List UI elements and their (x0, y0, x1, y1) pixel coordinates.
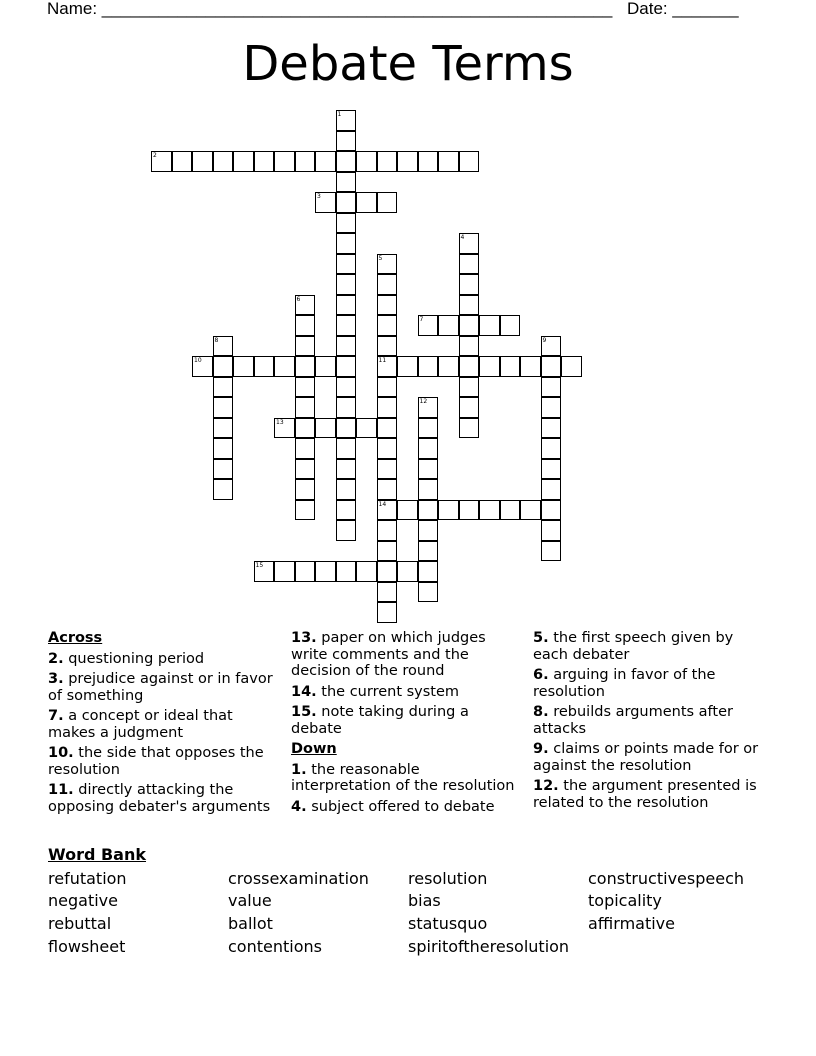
word-bank-word: refutation (48, 869, 127, 888)
clue-number: 9 (542, 336, 547, 344)
crossword-cell[interactable] (459, 418, 480, 439)
across-heading: Across (48, 630, 103, 646)
clue-across-3: 3. prejudice against or in favor of something (48, 671, 273, 704)
crossword-cell[interactable] (377, 561, 398, 582)
word-bank-word: rebuttal (48, 914, 112, 933)
crossword-cell[interactable] (336, 295, 357, 316)
crossword-cell[interactable] (274, 418, 295, 439)
clues-column-2 (291, 630, 521, 819)
crossword-cell[interactable] (377, 520, 398, 541)
crossword-cell[interactable] (233, 151, 254, 172)
word-bank-word: bias (408, 891, 441, 910)
crossword-cell[interactable] (336, 479, 357, 500)
crossword-cell[interactable] (479, 500, 500, 521)
crossword-cell[interactable] (254, 151, 275, 172)
crossword-cell[interactable] (254, 356, 275, 377)
crossword-cell[interactable] (438, 356, 459, 377)
crossword-cell[interactable] (192, 356, 213, 377)
crossword-cell[interactable] (459, 315, 480, 336)
crossword-cell[interactable] (336, 336, 357, 357)
crossword-cell[interactable] (336, 274, 357, 295)
crossword-cell[interactable] (520, 500, 541, 521)
crossword-cell[interactable] (295, 479, 316, 500)
crossword-cell[interactable] (315, 561, 336, 582)
crossword-cell[interactable] (213, 336, 234, 357)
crossword-cell[interactable] (418, 541, 439, 562)
crossword-cell[interactable] (377, 356, 398, 377)
crossword-cell[interactable] (213, 418, 234, 439)
crossword-cell[interactable] (213, 459, 234, 480)
crossword-cell[interactable] (213, 377, 234, 398)
crossword-cell[interactable] (500, 500, 521, 521)
crossword-cell[interactable] (315, 418, 336, 439)
crossword-cell[interactable] (295, 295, 316, 316)
date-label: Date: _______ (627, 0, 739, 18)
clue-number: 14 (378, 500, 387, 508)
crossword-cell[interactable] (418, 479, 439, 500)
word-bank-word: negative (48, 891, 118, 910)
crossword-cell[interactable] (295, 438, 316, 459)
crossword-cell[interactable] (295, 377, 316, 398)
clue-number: 8 (214, 336, 219, 344)
crossword-cell[interactable] (356, 192, 377, 213)
crossword-cell[interactable] (418, 459, 439, 480)
crossword-cell[interactable] (479, 356, 500, 377)
crossword-cell[interactable] (418, 438, 439, 459)
crossword-cell[interactable] (377, 582, 398, 603)
clue-down-9: 9. claims or points made for or against the resolution (533, 741, 759, 774)
crossword-cell[interactable] (336, 131, 357, 152)
word-bank-heading: Word Bank (48, 845, 147, 864)
crossword-cell[interactable] (541, 418, 562, 439)
crossword-cell[interactable] (295, 561, 316, 582)
crossword-cell[interactable] (377, 336, 398, 357)
crossword-cell[interactable] (356, 561, 377, 582)
crossword-cell[interactable] (541, 356, 562, 377)
crossword-cell[interactable] (397, 356, 418, 377)
crossword-cell[interactable] (479, 315, 500, 336)
crossword-cell[interactable] (397, 561, 418, 582)
crossword-cell[interactable] (315, 151, 336, 172)
clue-number: 1 (337, 111, 342, 118)
crossword-cell[interactable] (295, 356, 316, 377)
crossword-cell[interactable] (336, 418, 357, 439)
clue-number: 5 (378, 254, 383, 262)
clue-across-7: 7. a concept or ideal that makes a judgment (48, 708, 233, 741)
crossword-cell[interactable] (213, 397, 234, 418)
down-heading: Down (291, 741, 337, 757)
crossword-cell[interactable] (377, 377, 398, 398)
word-bank-word: affirmative (588, 914, 675, 933)
crossword-cell[interactable] (377, 459, 398, 480)
crossword-cell[interactable] (192, 151, 213, 172)
crossword-cell[interactable] (151, 151, 172, 172)
clue-across-14: 14. the current system (291, 683, 460, 700)
crossword-cell[interactable] (520, 356, 541, 377)
crossword-cell[interactable] (418, 561, 439, 582)
crossword-cell[interactable] (377, 295, 398, 316)
crossword-cell[interactable] (377, 274, 398, 295)
crossword-cell[interactable] (459, 500, 480, 521)
clue-number: 10 (194, 357, 202, 364)
crossword-cell[interactable] (541, 479, 562, 500)
crossword-cell[interactable] (459, 356, 480, 377)
crossword-cell[interactable] (336, 377, 357, 398)
clue-across-15: 15. note taking during a debate (291, 704, 469, 737)
word-bank-word: ballot (228, 914, 273, 933)
word-bank-word: value (228, 891, 272, 910)
crossword-cell[interactable] (500, 356, 521, 377)
crossword-cell[interactable] (561, 356, 582, 377)
crossword-cell[interactable] (377, 602, 398, 623)
crossword-cell[interactable] (295, 500, 316, 521)
crossword-cell[interactable] (336, 213, 357, 234)
crossword-cell[interactable] (336, 110, 357, 131)
clue-number: 6 (296, 295, 301, 303)
crossword-cell[interactable] (213, 151, 234, 172)
crossword-cell[interactable] (254, 561, 275, 582)
crossword-cell[interactable] (295, 336, 316, 357)
crossword-cell[interactable] (541, 397, 562, 418)
crossword-cell[interactable] (541, 520, 562, 541)
crossword-cell[interactable] (541, 438, 562, 459)
crossword-cell[interactable] (336, 459, 357, 480)
clue-across-11: 11. directly attacking the opposing debater's arguments (48, 782, 271, 815)
page-title: Debate Terms (242, 36, 574, 92)
crossword-cell[interactable] (377, 151, 398, 172)
word-bank-word: topicality (588, 891, 662, 910)
clue-number: 3 (317, 193, 321, 200)
crossword-cell[interactable] (418, 356, 439, 377)
crossword-cell[interactable] (336, 315, 357, 336)
crossword-cell[interactable] (377, 397, 398, 418)
clue-down-6: 6. arguing in favor of the resolution (533, 667, 716, 700)
crossword-cell[interactable] (418, 520, 439, 541)
clue-number: 2 (153, 152, 157, 159)
crossword-cell[interactable] (459, 151, 480, 172)
across-clues-column-1 (48, 630, 278, 819)
crossword-cell[interactable] (377, 192, 398, 213)
crossword-cell[interactable] (418, 418, 439, 439)
clue-across-2: 2. questioning period (48, 650, 205, 667)
crossword-cell[interactable] (438, 315, 459, 336)
crossword-cell[interactable] (500, 315, 521, 336)
word-bank-word: constructivespeech (588, 869, 744, 888)
crossword-cell[interactable] (315, 192, 336, 213)
crossword-cell[interactable] (274, 356, 295, 377)
clue-number: 15 (255, 562, 264, 569)
crossword-cell[interactable] (233, 356, 254, 377)
crossword-cell[interactable] (418, 151, 439, 172)
crossword-cell[interactable] (295, 315, 316, 336)
crossword-cell[interactable] (541, 336, 562, 357)
crossword-cell[interactable] (541, 377, 562, 398)
crossword-cell[interactable] (336, 172, 357, 193)
crossword-cell[interactable] (377, 315, 398, 336)
clue-number: 4 (460, 234, 465, 241)
clue-down-12: 12. the argument presented is related to the resolution (533, 778, 757, 811)
crossword-cell[interactable] (172, 151, 193, 172)
crossword-cell[interactable] (377, 500, 398, 521)
crossword-cell[interactable] (336, 192, 357, 213)
clue-number: 11 (378, 357, 387, 364)
crossword-cell[interactable] (336, 233, 357, 254)
crossword-cell[interactable] (315, 356, 336, 377)
crossword-cell[interactable] (377, 479, 398, 500)
word-bank-word: resolution (408, 869, 488, 888)
crossword-cell[interactable] (438, 151, 459, 172)
clue-down-4: 4. subject offered to debate (291, 798, 495, 815)
word-bank-word: contentions (228, 937, 322, 956)
crossword-cell[interactable] (295, 151, 316, 172)
word-bank-word: spiritoftheresolution (408, 937, 570, 956)
crossword-cell[interactable] (459, 233, 480, 254)
crossword-cell[interactable] (541, 500, 562, 521)
clues-column-3 (533, 630, 763, 815)
crossword-cell[interactable] (459, 274, 480, 295)
crossword-cell[interactable] (397, 500, 418, 521)
crossword-cell[interactable] (336, 397, 357, 418)
word-bank-word: statusquo (408, 914, 488, 933)
crossword-cell[interactable] (274, 151, 295, 172)
crossword-cell[interactable] (438, 500, 459, 521)
crossword-cell[interactable] (377, 254, 398, 275)
name-label: Name: ______________________________________________________ (47, 0, 613, 18)
crossword-cell[interactable] (336, 254, 357, 275)
crossword-cell[interactable] (336, 356, 357, 377)
crossword-cell[interactable] (418, 500, 439, 521)
crossword-cell[interactable] (418, 315, 439, 336)
crossword-cell[interactable] (336, 561, 357, 582)
crossword-cell[interactable] (459, 336, 480, 357)
clue-number: 12 (419, 398, 428, 405)
crossword-cell[interactable] (336, 438, 357, 459)
crossword-cell[interactable] (459, 397, 480, 418)
crossword-cell[interactable] (377, 541, 398, 562)
crossword-cell[interactable] (459, 295, 480, 316)
crossword-cell[interactable] (336, 500, 357, 521)
crossword-cell[interactable] (377, 418, 398, 439)
crossword-cell[interactable] (459, 377, 480, 398)
clue-down-1: 1. the reasonable interpretation of the resolution (291, 761, 515, 794)
clue-number: 13 (276, 418, 284, 426)
crossword-cell[interactable] (295, 459, 316, 480)
crossword-cell[interactable] (213, 438, 234, 459)
crossword-cell[interactable] (397, 151, 418, 172)
crossword-cell[interactable] (541, 541, 562, 562)
crossword-cell[interactable] (356, 151, 377, 172)
crossword-cell[interactable] (213, 479, 234, 500)
crossword-cell[interactable] (418, 582, 439, 603)
crossword-cell[interactable] (336, 520, 357, 541)
crossword-cell[interactable] (274, 561, 295, 582)
word-bank-word: crossexamination (228, 869, 369, 888)
clue-across-13: 13. paper on which judges write comments and the decision of the round (291, 630, 486, 679)
crossword-cell[interactable] (213, 356, 234, 377)
crossword-cell[interactable] (418, 397, 439, 418)
crossword-cell[interactable] (356, 418, 377, 439)
crossword-cell[interactable] (541, 459, 562, 480)
word-bank-word: flowsheet (48, 937, 126, 956)
clue-down-8: 8. rebuilds arguments after attacks (533, 704, 733, 737)
crossword-cell[interactable] (295, 418, 316, 439)
clue-number: 7 (419, 316, 424, 323)
clue-down-5: 5. the first speech given by each debater (533, 630, 734, 663)
crossword-cell[interactable] (377, 438, 398, 459)
crossword-cell[interactable] (295, 397, 316, 418)
crossword-cell[interactable] (336, 151, 357, 172)
crossword-cell[interactable] (459, 254, 480, 275)
clue-across-10: 10. the side that opposes the resolution (48, 745, 264, 778)
